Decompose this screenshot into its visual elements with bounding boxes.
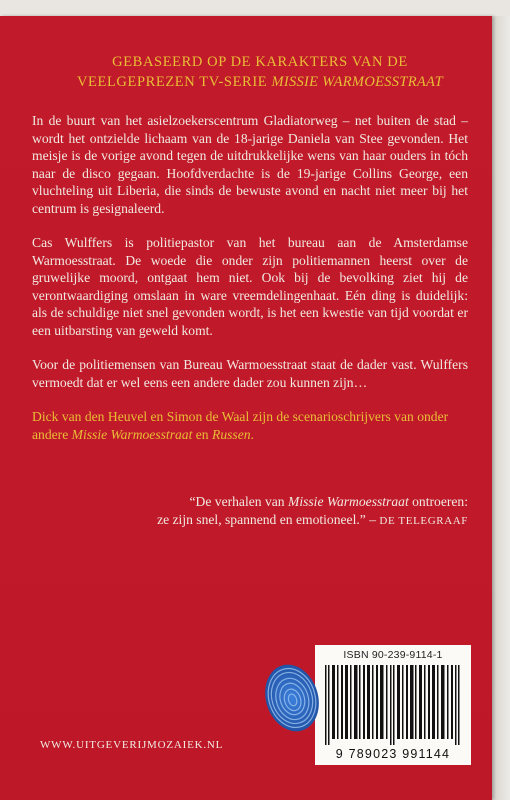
quote-line-1 [32, 493, 468, 511]
blurb-text [32, 112, 468, 460]
blurb-paragraph-3: Voor de politiemensen van Bureau Warmoesstraat staat de dader vast. Wulffers vermoedt dat er wel eens een andere dader zou kunnen zijn… [32, 357, 468, 390]
authors-paragraph [32, 408, 468, 443]
quote-series: Missie Warmoesstraat [288, 494, 409, 509]
fingerprint-icon [262, 660, 322, 736]
blurb-paragraph-2: Cas Wulffers is politiepastor van het bureau aan de Amsterdamse Warmoesstraat. De woede die onder zijn politiemannen heerst over de gruwelijke moord, ontgaat hem niet. Ook bij de bevolking ziet hij de verontwaardiging omslaan in ware vreemdelingenhaat. Eén ding is duidelijk: als de schuldige niet snel gevonden wordt, is het een kwestie van tijd voordat er een uitbarsting van geweld komt. [32, 235, 468, 338]
quote-dash: – [369, 511, 377, 527]
isbn-number: ISBN 90-239-9114-1 [343, 649, 443, 661]
authors-series-1: Missie Warmoesstraat [71, 426, 193, 442]
authors-text: Dick van den Heuvel en Simon de Waal zijn de scenarioschrijvers van onder andere [32, 409, 449, 442]
headline-line-2 [40, 72, 480, 92]
barcode-bars [321, 665, 465, 745]
authors-series-2: Russen [212, 426, 251, 442]
ean-number: 9 789023 991144 [335, 747, 451, 761]
quote-line-2 [32, 511, 468, 531]
press-quote [32, 493, 468, 530]
series-headline [40, 52, 480, 92]
headline-line-1: GEBASEERD OP DE KARAKTERS VAN DE [112, 54, 408, 70]
page-edge [492, 16, 510, 800]
authors-and: en [195, 426, 209, 442]
quote-open: “De verhalen van [189, 494, 285, 509]
authors-end: . [250, 426, 254, 442]
quote-text-2: ze zijn snel, spannend en emotioneel.” [157, 511, 366, 527]
blurb-paragraph-1: In de buurt van het asielzoekerscentrum Gladiatorweg – net buiten de stad – wordt het ontzielde lichaam van de 18-jarige Daniela van Stee gevonden. Het meisje is de vorige avond tegen de uitdrukkelijke wens van haar ouders in tóch naar de disco gegaan. Hoofdverdachte is de 19-jarige Collins George, een vluchteling uit Liberia, die sinds de bewuste avond en nacht niet meer bij het centrum is gesignaleerd. [32, 113, 468, 216]
headline-series-title: MISSIE WARMOESSTRAAT [271, 74, 444, 90]
headline-prefix: VEELGEPREZEN TV-SERIE [76, 74, 268, 90]
quote-rest: ontroeren: [412, 494, 468, 509]
publisher-website: WWW.UITGEVERIJMOZAIEK.NL [40, 739, 224, 751]
barcode-label [315, 645, 471, 765]
quote-source: DE TELEGRAAF [379, 514, 468, 527]
